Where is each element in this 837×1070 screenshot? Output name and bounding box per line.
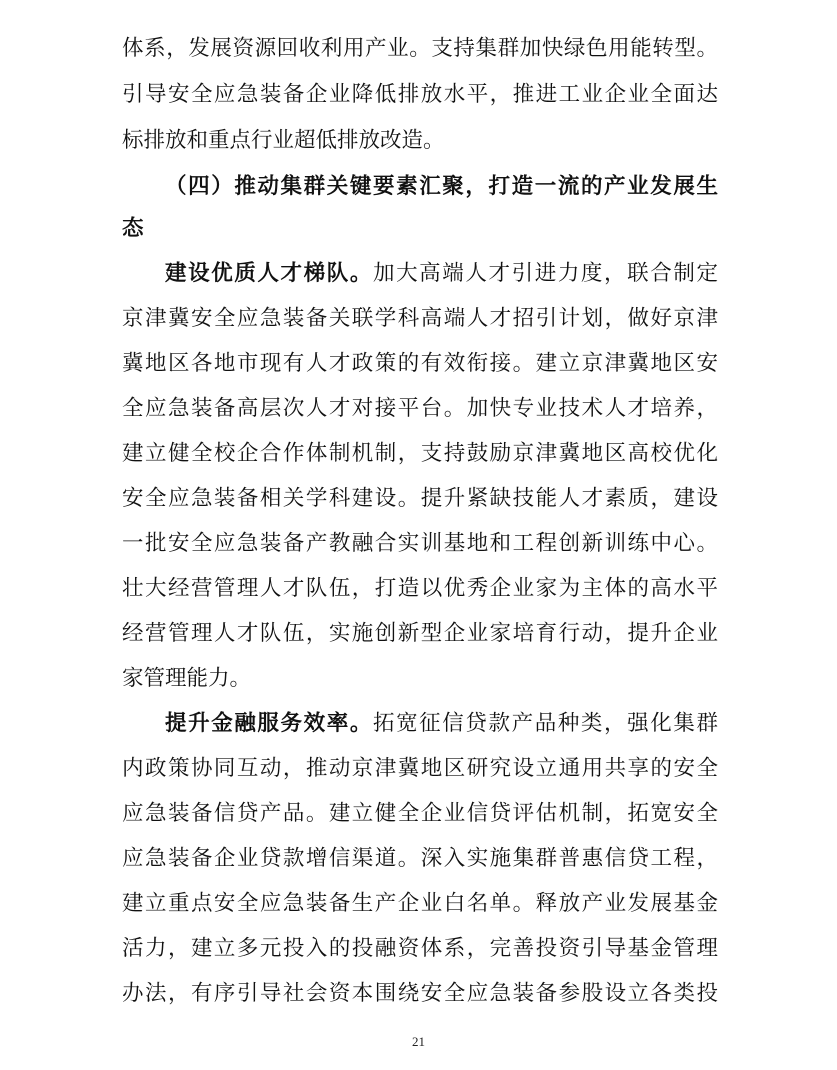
paragraph-2-line-3: 冀地区各地市现有人才政策的有效衔接。建立京津冀地区安	[122, 351, 718, 376]
paragraph-3-line-2: 内政策协同互动，推动京津冀地区研究设立通用共享的安全	[122, 756, 718, 781]
paragraph-3-lead: 提升金融服务效率。	[165, 711, 373, 736]
paragraph-2-line-10: 家管理能力。	[122, 666, 252, 691]
paragraph-3-line-1	[165, 708, 718, 740]
paragraph-3-line-4: 应急装备企业贷款增信渠道。深入实施集群普惠信贷工程，	[122, 846, 718, 871]
paragraph-3-line-5: 建立重点安全应急装备生产企业白名单。释放产业发展基金	[122, 891, 718, 916]
paragraph-1-line-1: 体系，发展资源回收利用产业。支持集群加快绿色用能转型。	[122, 36, 718, 61]
paragraph-2-line-2: 京津冀安全应急装备关联学科高端人才招引计划，做好京津	[122, 306, 718, 331]
paragraph-2-first-line-rest: 加大高端人才引进力度，联合制定	[372, 261, 718, 286]
paragraph-1-line-3: 标排放和重点行业超低排放改造。	[122, 128, 445, 153]
paragraph-1-line-2: 引导安全应急装备企业降低排放水平，推进工业企业全面达	[122, 82, 718, 107]
paragraph-3-line-3: 应急装备信贷产品。建立健全企业信贷评估机制，拓宽安全	[122, 801, 718, 826]
paragraph-3-line-7: 办法，有序引导社会资本围绕安全应急装备参股设立各类投	[122, 981, 718, 1006]
section-heading-line-2: 态	[122, 216, 144, 241]
paragraph-2-line-1	[165, 258, 718, 290]
paragraph-2-line-9: 经营管理人才队伍，实施创新型企业家培育行动，提升企业	[122, 621, 718, 646]
paragraph-3-line-6: 活力，建立多元投入的投融资体系，完善投资引导基金管理	[122, 936, 718, 961]
section-heading-line-1: （四）推动集群关键要素汇聚，打造一流的产业发展生	[165, 174, 718, 199]
paragraph-2-line-4: 全应急装备高层次人才对接平台。加快专业技术人才培养，	[122, 396, 718, 421]
paragraph-3-first-line-rest: 拓宽征信贷款产品种类，强化集群	[372, 711, 718, 736]
paragraph-2-line-6: 安全应急装备相关学科建设。提升紧缺技能人才素质，建设	[122, 486, 718, 511]
paragraph-2-line-5: 建立健全校企合作体制机制，支持鼓励京津冀地区高校优化	[122, 441, 718, 466]
page-number: 21	[412, 1034, 425, 1049]
paragraph-2-line-7: 一批安全应急装备产教融合实训基地和工程创新训练中心。	[122, 531, 718, 556]
paragraph-2-line-8: 壮大经营管理人才队伍，打造以优秀企业家为主体的高水平	[122, 576, 718, 601]
paragraph-2-lead: 建设优质人才梯队。	[165, 261, 373, 286]
